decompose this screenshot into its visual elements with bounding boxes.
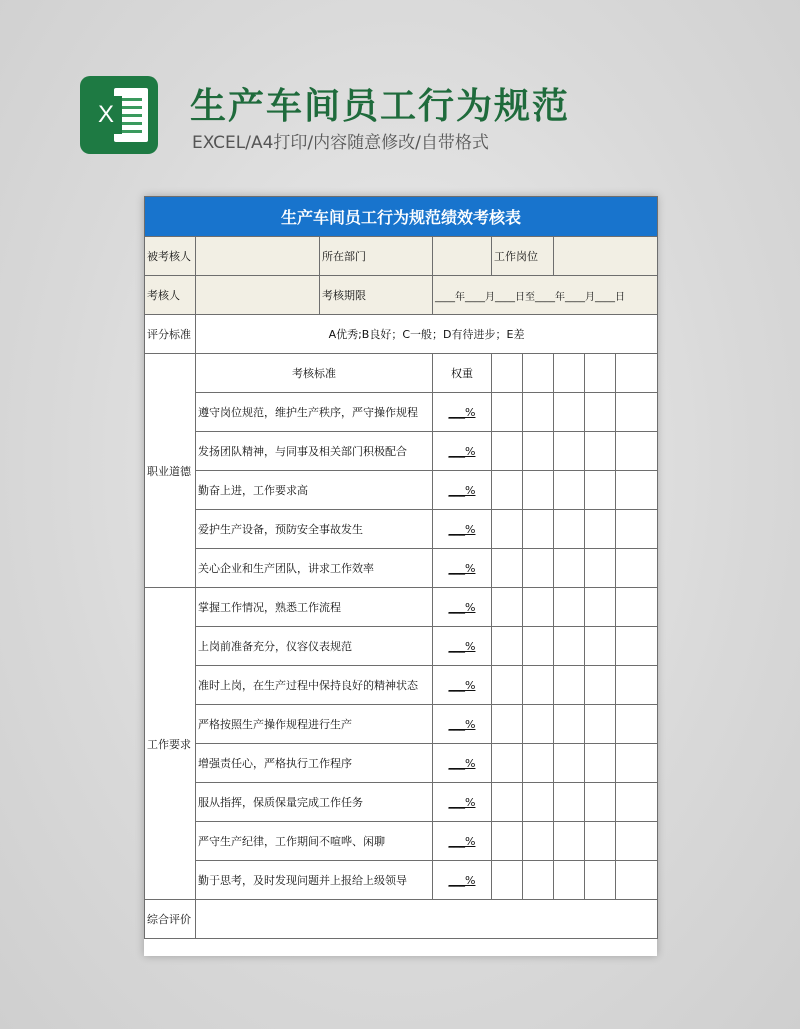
score-cell[interactable] [492,393,523,432]
excel-icon [80,76,158,154]
weight-value: ___% [448,405,476,419]
score-cell[interactable] [585,432,616,471]
weight-cell[interactable] [433,861,492,900]
score-cell[interactable] [554,627,585,666]
criteria-text: 严格按照生产操作规程进行生产 [196,705,433,744]
criteria-text: 准时上岗，在生产过程中保持良好的精神状态 [196,666,433,705]
weight-cell[interactable] [433,588,492,627]
score-cell[interactable] [554,393,585,432]
weight-value: ___% [448,756,476,770]
criteria-text: 发扬团队精神，与同事及相关部门积极配合 [196,432,433,471]
criteria-row [145,822,658,861]
score-cell[interactable] [492,705,523,744]
score-cell[interactable] [554,705,585,744]
score-cell[interactable] [585,354,616,393]
score-cell[interactable] [585,393,616,432]
score-cell[interactable] [616,354,658,393]
page-subtitle: EXCEL/A4打印/内容随意修改/自带格式 [192,133,489,153]
score-cell[interactable] [585,783,616,822]
criteria-row [145,861,658,900]
score-cell[interactable] [492,783,523,822]
score-cell[interactable] [616,510,658,549]
examinee-field[interactable] [196,237,320,276]
score-cell[interactable] [554,432,585,471]
score-cell[interactable] [554,588,585,627]
criteria-row [145,744,658,783]
criteria-text: 增强责任心，严格执行工作程序 [196,744,433,783]
weight-value: ___% [448,561,476,575]
score-cell[interactable] [585,744,616,783]
score-cell[interactable] [616,393,658,432]
summary-label: 综合评价 [145,900,196,939]
section-label: 职业道德 [145,354,196,588]
weight-cell[interactable] [433,432,492,471]
score-cell[interactable] [585,861,616,900]
summary-field[interactable] [196,900,658,939]
weight-cell[interactable] [433,783,492,822]
weight-value: ___% [448,678,476,692]
criteria-row [145,666,658,705]
weight-value: ___% [448,639,476,653]
score-cell[interactable] [616,627,658,666]
weight-value: ___% [448,444,476,458]
score-cell[interactable] [523,588,554,627]
weight-cell[interactable] [433,393,492,432]
score-cell[interactable] [616,549,658,588]
score-cell[interactable] [523,432,554,471]
score-cell[interactable] [523,783,554,822]
criteria-text: 掌握工作情况，熟悉工作流程 [196,588,433,627]
score-cell[interactable] [523,354,554,393]
criteria-row [145,783,658,822]
score-cell[interactable] [492,354,523,393]
page-header [80,76,780,156]
summary-row [145,900,658,939]
examiner-field[interactable] [196,276,320,315]
score-cell[interactable] [554,822,585,861]
criteria-text: 勤奋上进，工作要求高 [196,471,433,510]
position-label: 工作岗位 [492,237,554,276]
weight-value: ___% [448,834,476,848]
position-field[interactable] [554,237,658,276]
criteria-row [145,471,658,510]
score-cell[interactable] [523,393,554,432]
score-cell[interactable] [616,705,658,744]
scoring-label: 评分标准 [145,315,196,354]
weight-value: ___% [448,600,476,614]
evaluation-form [144,196,657,956]
score-cell[interactable] [492,861,523,900]
score-cell[interactable] [492,588,523,627]
score-cell[interactable] [554,354,585,393]
excel-letter: X [90,96,122,134]
weight-value: ___% [448,483,476,497]
score-cell[interactable] [585,588,616,627]
weight-cell[interactable] [433,705,492,744]
department-field[interactable] [433,237,492,276]
section-label: 工作要求 [145,588,196,900]
criteria-row [145,549,658,588]
score-cell[interactable] [492,471,523,510]
evaluation-table [144,196,658,939]
score-cell[interactable] [492,432,523,471]
score-cell[interactable] [523,744,554,783]
weight-value: ___% [448,795,476,809]
score-cell[interactable] [616,588,658,627]
criteria-row [145,432,658,471]
table-title: 生产车间员工行为规范绩效考核表 [145,197,658,237]
criteria-row [145,393,658,432]
weight-value: ___% [448,522,476,536]
score-cell[interactable] [492,822,523,861]
score-cell[interactable] [616,861,658,900]
score-cell[interactable] [554,471,585,510]
score-cell[interactable] [554,861,585,900]
score-cell[interactable] [523,471,554,510]
weight-cell[interactable] [433,666,492,705]
criteria-text: 爱护生产设备，预防安全事故发生 [196,510,433,549]
score-cell[interactable] [492,510,523,549]
score-cell[interactable] [585,471,616,510]
criteria-column-header: 考核标准 [196,354,433,393]
criteria-row [145,510,658,549]
criteria-text: 服从指挥，保质保量完成工作任务 [196,783,433,822]
weight-cell[interactable] [433,627,492,666]
weight-cell[interactable] [433,744,492,783]
weight-cell[interactable] [433,549,492,588]
score-cell[interactable] [523,822,554,861]
period-label: 考核期限 [320,276,433,315]
scoring-text: A优秀;B良好；C一般；D有待进步；E差 [196,315,658,354]
score-cell[interactable] [585,822,616,861]
score-cell[interactable] [492,666,523,705]
criteria-row [145,705,658,744]
score-cell[interactable] [585,549,616,588]
score-cell[interactable] [585,666,616,705]
score-cell[interactable] [616,744,658,783]
score-cell[interactable] [492,744,523,783]
score-cell[interactable] [523,510,554,549]
score-cell[interactable] [554,783,585,822]
criteria-text: 遵守岗位规范，维护生产秩序，严守操作规程 [196,393,433,432]
criteria-text: 严守生产纪律，工作期间不喧哗、闲聊 [196,822,433,861]
score-cell[interactable] [523,627,554,666]
score-cell[interactable] [523,666,554,705]
criteria-text: 关心企业和生产团队，讲求工作效率 [196,549,433,588]
score-cell[interactable] [492,627,523,666]
score-cell[interactable] [554,510,585,549]
weight-value: ___% [448,873,476,887]
department-label: 所在部门 [320,237,433,276]
weight-column-header: 权重 [433,354,492,393]
weight-cell[interactable] [433,510,492,549]
score-cell[interactable] [554,744,585,783]
column-header-row [145,354,658,393]
page-title: 生产车间员工行为规范 [190,86,571,127]
score-cell[interactable] [616,822,658,861]
score-cell[interactable] [554,666,585,705]
weight-cell[interactable] [433,822,492,861]
criteria-text: 上岗前准备充分，仪容仪表规范 [196,627,433,666]
criteria-text: 勤于思考，及时发现问题并上报给上级领导 [196,861,433,900]
score-cell[interactable] [616,783,658,822]
examiner-label: 考核人 [145,276,196,315]
weight-cell[interactable] [433,471,492,510]
weight-value: ___% [448,717,476,731]
score-cell[interactable] [554,549,585,588]
score-cell[interactable] [585,705,616,744]
score-cell[interactable] [585,510,616,549]
score-cell[interactable] [523,861,554,900]
score-cell[interactable] [585,627,616,666]
criteria-row [145,588,658,627]
score-cell[interactable] [523,705,554,744]
examinee-label: 被考核人 [145,237,196,276]
criteria-row [145,627,658,666]
score-cell[interactable] [616,666,658,705]
score-cell[interactable] [492,549,523,588]
score-cell[interactable] [616,432,658,471]
score-cell[interactable] [523,549,554,588]
period-field[interactable]: ____年____月____日至____年____月____日 [433,276,658,315]
score-cell[interactable] [616,471,658,510]
